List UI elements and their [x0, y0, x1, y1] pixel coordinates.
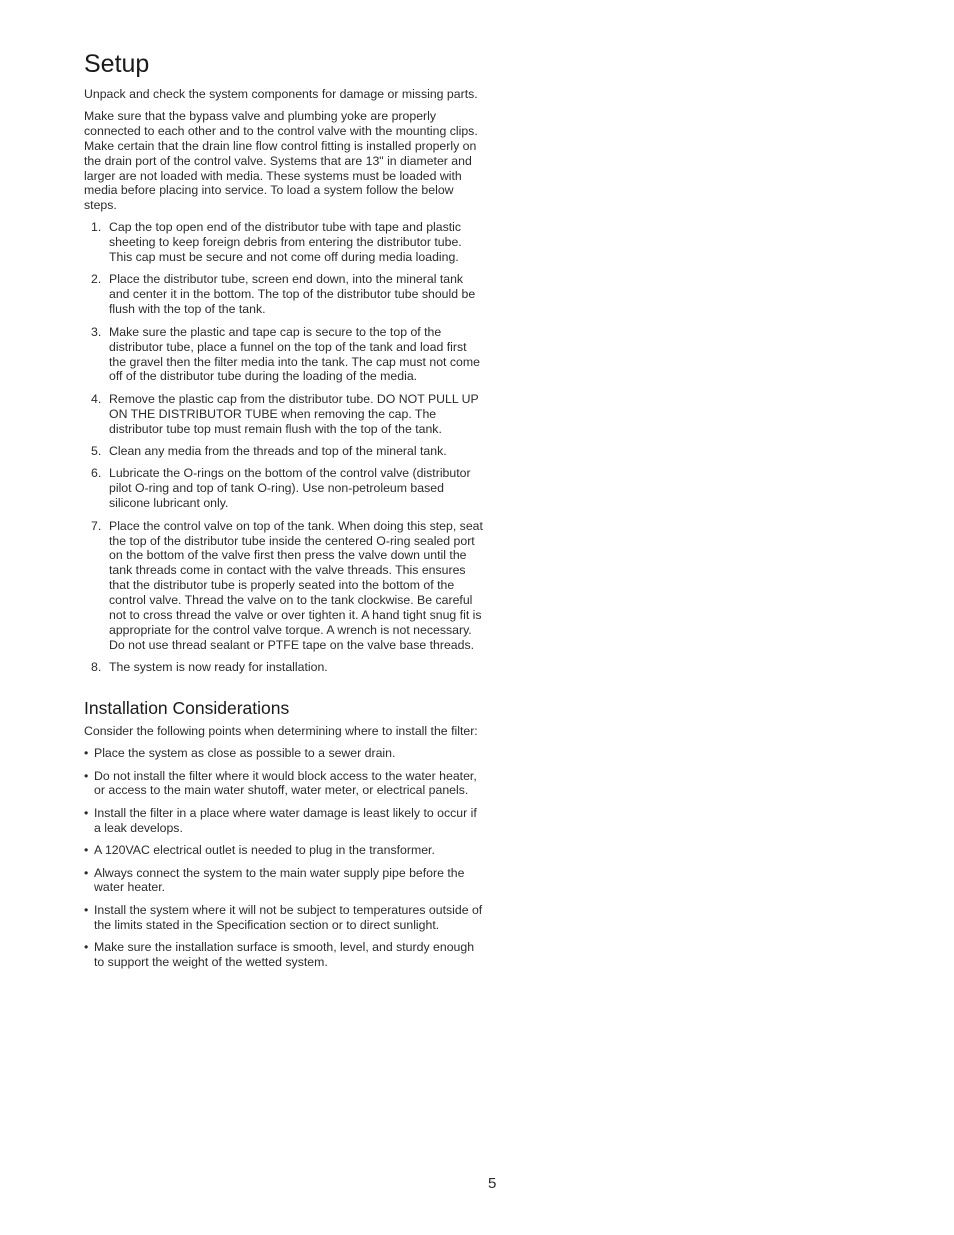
step-number: 5. [91, 444, 102, 459]
list-item [84, 806, 484, 836]
bullet-icon: • [84, 746, 89, 761]
step-text: Remove the plastic cap from the distributor tube. DO NOT PULL UP ON THE DISTRIBUTOR TUBE when removing the cap. The distributor tube top must remain flush with the top of the tank. [109, 391, 479, 436]
bullet-text: Do not install the filter where it would block access to the water heater, or access to the main water shutoff, water meter, or electrical panels. [94, 768, 477, 798]
setup-steps-list [84, 220, 484, 675]
bullet-icon: • [84, 768, 89, 783]
list-item [84, 866, 484, 896]
step-text: Lubricate the O-rings on the bottom of the control valve (distributor pilot O-ring and top of tank O-ring). Use non-petroleum based silicone lubricant only. [109, 466, 471, 511]
list-item [84, 903, 484, 933]
bullet-text: Always connect the system to the main water supply pipe before the water heater. [94, 865, 465, 895]
bullet-text: Install the filter in a place where water damage is least likely to occur if a leak develops. [94, 805, 477, 835]
step-number: 7. [91, 518, 102, 533]
list-item [84, 519, 484, 653]
list-item [84, 746, 484, 761]
list-item [84, 466, 484, 511]
step-text: Make sure the plastic and tape cap is secure to the top of the distributor tube, place a funnel on the top of the tank and load first the gravel then the filter media into the tank. The cap must not come off of the distributor tube during the loading of the media. [109, 324, 480, 384]
step-number: 2. [91, 272, 102, 287]
list-item [84, 843, 484, 858]
content-column [84, 48, 484, 978]
list-item [84, 660, 484, 675]
bullet-text: Make sure the installation surface is smooth, level, and sturdy enough to support the weight of the wetted system. [94, 940, 475, 970]
bullet-icon: • [84, 805, 89, 820]
bullet-icon: • [84, 843, 89, 858]
bullet-icon: • [84, 902, 89, 917]
step-number: 4. [91, 391, 102, 406]
step-text: Place the control valve on top of the tank. When doing this step, seat the top of the distributor tube inside the centered O-ring sealed port on the bottom of the valve first then press the valve down until the tank threads come in contact with the valve threads. This ensures that the distributor tube is properly seated into the bottom of the control valve. Thread the valve on to the tank clockwise. Be careful not to cross thread the valve or over tighten it. A hand tight snug fit is appropriate for the control valve torque. A wrench is not necessary. Do not use thread sealant or PTFE tape on the valve base threads. [109, 518, 483, 652]
step-number: 1. [91, 220, 102, 235]
step-number: 3. [91, 324, 102, 339]
list-item [84, 325, 484, 385]
page-title: Setup [84, 50, 150, 78]
bullet-text: Install the system where it will not be subject to temperatures outside of the limits stated in the Specification section or to direct sunlight. [94, 902, 483, 932]
step-number: 6. [91, 466, 102, 481]
considerations-list [84, 746, 484, 970]
list-item [84, 940, 484, 970]
intro-paragraph: Make sure that the bypass valve and plumbing yoke are properly connected to each other and to the control valve with the mounting clips. Make certain that the drain line flow control fitting is installed properly on the drain port of the control valve. Systems that are 13" in diameter and larger are not loaded with media. These systems must be loaded with media before placing into service. To load a system follow the below steps. [84, 108, 478, 213]
step-text: Place the distributor tube, screen end down, into the mineral tank and center it in the bottom. The top of the distributor tube should be flush with the top of the tank. [109, 272, 476, 317]
bullet-text: Place the system as close as possible to a sewer drain. [94, 746, 396, 761]
bullet-icon: • [84, 865, 89, 880]
step-text: Clean any media from the threads and top of the mineral tank. [109, 444, 447, 459]
list-item [84, 272, 484, 317]
step-number: 8. [91, 660, 102, 675]
bullet-text: A 120VAC electrical outlet is needed to plug in the transformer. [94, 843, 435, 858]
intro-paragraph: Unpack and check the system components for damage or missing parts. [84, 87, 478, 101]
section-title: Installation Considerations [84, 698, 290, 719]
list-item [84, 220, 484, 265]
step-text: The system is now ready for installation. [109, 660, 328, 675]
list-item [84, 392, 484, 437]
list-item [84, 444, 484, 459]
page-number: 5 [488, 1175, 497, 1192]
list-item [84, 769, 484, 799]
step-text: Cap the top open end of the distributor tube with tape and plastic sheeting to keep foreign debris from entering the distributor tube. This cap must be secure and not come off during media loading. [109, 220, 462, 265]
section-intro: Consider the following points when determining where to install the filter: [84, 724, 478, 739]
bullet-icon: • [84, 940, 89, 955]
